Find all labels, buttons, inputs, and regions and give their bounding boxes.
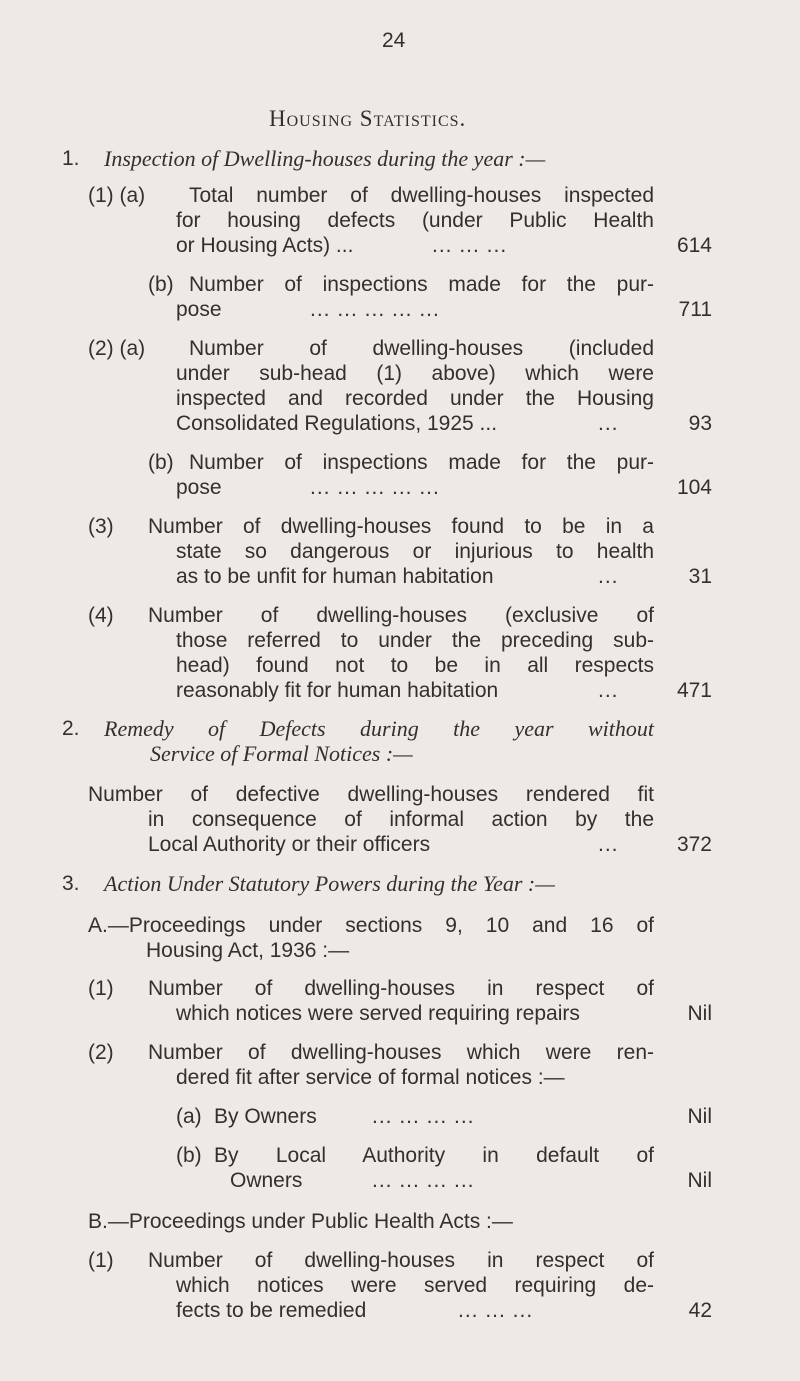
item-1b-label: (b) — [148, 273, 174, 296]
item-2a-line-1: Number of dwelling-houses (included — [189, 337, 654, 360]
subsection-b-line-1: B.—Proceedings under Public Health Acts :— — [88, 1210, 513, 1233]
item-2b-line-2: pose — [176, 476, 222, 499]
section-1-number: 1. — [62, 147, 80, 170]
item-3-line-2: state so dangerous or injurious to health — [176, 540, 654, 563]
item-1b-leader: ... ... ... ... ... — [310, 298, 440, 321]
item-a2b-label: (b) — [176, 1144, 202, 1167]
section-2-value: 372 — [676, 833, 712, 856]
item-4-leader: ... — [598, 679, 619, 702]
item-a2a-label: (a) — [176, 1105, 202, 1128]
section-3-number: 3. — [62, 872, 80, 895]
item-b1-value: 42 — [688, 1299, 712, 1322]
item-2a-line-2: under sub-head (1) above) which were — [176, 362, 654, 385]
item-3-value: 31 — [688, 565, 712, 588]
section-3-heading: Action Under Statutory Powers during the Year :— — [104, 871, 555, 896]
item-2b-leader: ... ... ... ... ... — [310, 476, 440, 499]
section-2-line-2: in consequence of informal action by the — [148, 808, 654, 831]
item-1b-value: 711 — [678, 298, 712, 321]
item-4-value: 471 — [676, 679, 712, 702]
section-2-line-1: Number of defective dwelling-houses rendered fit — [88, 783, 654, 806]
item-2b-value: 104 — [676, 476, 712, 499]
item-2a-leader: ... — [598, 412, 619, 435]
item-3-label: (3) — [88, 515, 114, 538]
item-3-line-3: as to be unfit for human habitation — [176, 565, 494, 588]
item-b1-line-1: Number of dwelling-houses in respect of — [148, 1249, 654, 1272]
section-2-heading-line-1: Remedy of Defects during the year without — [104, 716, 654, 741]
item-2a-line-3: inspected and recorded under the Housing — [176, 387, 654, 410]
page-title: Housing Statistics. — [269, 106, 467, 131]
item-b1-line-3: fects to be remedied — [176, 1299, 367, 1322]
item-a2-line-1: Number of dwelling-houses which were ren- — [148, 1041, 654, 1064]
page-number: 24 — [382, 29, 406, 52]
item-2b-label: (b) — [148, 451, 174, 474]
item-a1-label: (1) — [88, 977, 114, 1000]
item-2a-value: 93 — [688, 412, 712, 435]
item-2a-line-4: Consolidated Regulations, 1925 ... — [176, 412, 498, 435]
item-a2b-value: Nil — [687, 1169, 712, 1192]
item-a2b-line-1: By Local Authority in default of — [214, 1144, 654, 1167]
item-a2b-leader: ... ... ... ... — [372, 1169, 475, 1192]
item-4-line-1: Number of dwelling-houses (exclusive of — [148, 604, 654, 627]
item-b1-leader: ... ... ... — [458, 1299, 534, 1322]
item-b1-label: (1) — [88, 1249, 114, 1272]
item-a2-label: (2) — [88, 1041, 114, 1064]
item-a2a-leader: ... ... ... ... — [372, 1105, 475, 1128]
section-2-number: 2. — [62, 717, 80, 740]
item-b1-line-2: which notices were served requiring de- — [176, 1274, 654, 1297]
item-4-label: (4) — [88, 604, 114, 627]
item-1a-line-1: Total number of dwelling-houses inspected — [189, 184, 654, 207]
item-4-line-4: reasonably fit for human habitation — [176, 679, 499, 702]
item-a1-line-1: Number of dwelling-houses in respect of — [148, 977, 654, 1000]
section-2-heading-line-2: Service of Formal Notices :— — [150, 741, 413, 766]
item-1a-value: 614 — [676, 234, 712, 257]
section-1-heading: Inspection of Dwelling-houses during the year :— — [104, 146, 546, 171]
item-4-line-3: head) found not to be in all respects — [176, 654, 654, 677]
item-a2a-text: By Owners — [214, 1105, 317, 1128]
item-2b-line-1: Number of inspections made for the pur- — [189, 451, 654, 474]
item-1a-line-2: for housing defects (under Public Health — [176, 209, 654, 232]
item-a1-value: Nil — [687, 1002, 712, 1025]
item-3-leader: ... — [598, 565, 619, 588]
item-a2-line-2: dered fit after service of formal notices :— — [176, 1066, 565, 1089]
subsection-a-line-2: Housing Act, 1936 :— — [146, 939, 350, 962]
section-2-leader: ... — [598, 833, 619, 856]
subsection-a-line-1: A.—Proceedings under sections 9, 10 and 16 of — [88, 914, 654, 937]
item-4-line-2: those referred to under the preceding sub- — [176, 629, 654, 652]
item-1a-leader: ... ... ... — [432, 234, 508, 257]
item-a1-line-2: which notices were served requiring repairs — [176, 1002, 580, 1025]
item-a2a-value: Nil — [687, 1105, 712, 1128]
item-1a-label: (1) (a) — [88, 184, 146, 207]
item-2a-label: (2) (a) — [88, 337, 146, 360]
section-2-line-3: Local Authority or their officers — [148, 833, 431, 856]
item-a2b-line-2: Owners — [230, 1169, 303, 1192]
item-1a-line-3: or Housing Acts) ... — [176, 234, 354, 257]
item-3-line-1: Number of dwelling-houses found to be in a — [148, 515, 654, 538]
item-1b-line-1: Number of inspections made for the pur- — [189, 273, 654, 296]
item-1b-line-2: pose — [176, 298, 222, 321]
